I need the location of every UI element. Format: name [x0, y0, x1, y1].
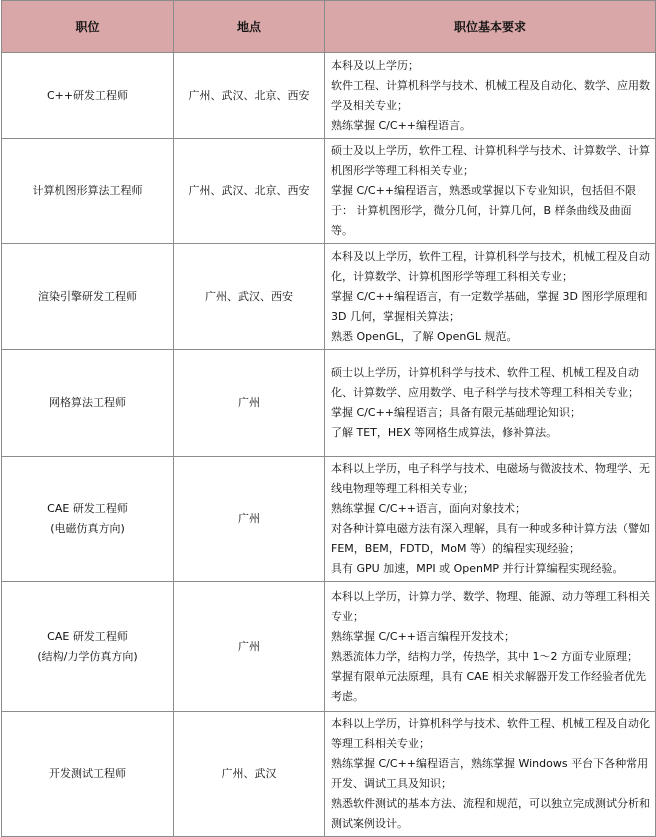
- position-cell: [2, 457, 174, 582]
- requirement-line: 本科以上学历，计算力学、数学、物理、能源、动力等理工科相关专业；: [331, 589, 650, 623]
- requirement-line: 熟悉 OpenGL，了解 OpenGL 规范。: [331, 329, 518, 343]
- header-requirements: 职位基本要求: [325, 1, 656, 53]
- requirements-cell: [325, 139, 656, 244]
- requirements-cell: [325, 712, 656, 837]
- requirement-line: 熟悉软件测试的基本方法、流程和规范，可以独立完成测试分析和测试案例设计。: [331, 797, 650, 830]
- requirement-line: 具有 GPU 加速，MPI 或 OpenMP 并行计算编程实现经验。: [331, 562, 624, 575]
- position-title: C++研发工程师: [46, 88, 129, 102]
- position-title: 渲染引擎研发工程师: [38, 289, 137, 303]
- requirements-cell: [325, 350, 656, 457]
- header-position: 职位: [2, 1, 174, 53]
- table-row: [2, 712, 656, 837]
- requirement-line: 对各种计算电磁方法有深入理解，具有一种或多种计算方法（譬如 FEM，BEM，FDTD，MoM 等）的编程实现经验；: [331, 522, 650, 555]
- position-cell: [2, 350, 174, 457]
- position-cell: [2, 139, 174, 244]
- requirement-line: 硕士以上学历，计算机科学与技术、软件工程、机械工程及自动化、计算数学、应用数学、电子科学与技术等理工科相关专业；: [331, 366, 639, 399]
- requirement-line: 熟练掌握 C/C++编程语言。: [331, 118, 471, 132]
- position-title: 网格算法工程师: [49, 396, 126, 409]
- requirements-cell: [325, 457, 656, 582]
- requirement-line: 软件工程、计算机科学与技术、机械工程及自动化、数学、应用数学及相关专业；: [331, 78, 650, 112]
- location-cell: 广州、武汉、北京、西安: [174, 139, 325, 244]
- position-title: 开发测试工程师: [49, 767, 126, 780]
- table-row: [2, 244, 656, 350]
- position-title: CAE 研发工程师: [47, 629, 128, 643]
- location-cell: 广州: [174, 582, 325, 712]
- requirement-line: 掌握 C/C++编程语言；具备有限元基础理论知识；: [331, 406, 581, 419]
- position-title: (电磁仿真方向): [50, 522, 125, 535]
- requirement-line: 本科及以上学历；: [331, 58, 419, 72]
- requirement-line: 硕士及以上学历，软件工程、计算机科学与技术、计算数学、计算机图形学等理工科相关专业；: [331, 144, 650, 177]
- header-row: [2, 1, 656, 53]
- table-row: [2, 350, 656, 457]
- position-cell: [2, 244, 174, 350]
- position-title: CAE 研发工程师: [47, 502, 128, 515]
- table-row: [2, 139, 656, 244]
- requirement-line: 本科及以上学历，软件工程，计算机科学与技术，机械工程及自动化，计算数学、计算机图形学等理工科相关专业；: [331, 249, 650, 283]
- position-title: (结构/力学仿真方向): [37, 649, 138, 663]
- position-cell: [2, 712, 174, 837]
- requirement-line: 熟悉流体力学，结构力学，传热学，其中 1～2 方面专业原理；: [331, 649, 638, 663]
- requirement-line: 掌握 C/C++编程语言，有一定数学基础，掌握 3D 图形学原理和 3D 几何，掌握相关算法；: [331, 289, 648, 323]
- requirements-cell: [325, 582, 656, 712]
- requirement-line: 本科以上学历，计算机科学与技术、软件工程、机械工程及自动化等理工科相关专业；: [331, 717, 650, 750]
- requirement-line: 熟练掌握 C/C++语言编程开发技术；: [331, 629, 515, 643]
- requirement-line: 熟练掌握 C/C++编程语言，熟练掌握 Windows 平台下各种常用开发、调试工具及知识；: [331, 757, 649, 790]
- location-cell: 广州、武汉: [174, 712, 325, 837]
- requirement-line: 熟练掌握 C/C++语言，面向对象技术；: [331, 502, 526, 515]
- location-cell: 广州、武汉、西安: [174, 244, 325, 350]
- requirement-line: 了解 TET，HEX 等网格生成算法，修补算法。: [331, 426, 558, 439]
- requirement-line: 掌握 C/C++编程语言，熟悉或掌握以下专业知识，包括但不限于： 计算机图形学，微分几何，计算几何，B 样条曲线及曲面等。: [331, 184, 636, 237]
- position-cell: [2, 582, 174, 712]
- table-row: [2, 53, 656, 139]
- location-cell: 广州、武汉、北京、西安: [174, 53, 325, 139]
- requirements-cell: [325, 53, 656, 139]
- requirements-cell: [325, 244, 656, 350]
- location-cell: 广州: [174, 350, 325, 457]
- position-title: 计算机图形算法工程师: [32, 184, 143, 197]
- requirement-line: 掌握有限单元法原理，具有 CAE 相关求解器开发工作经验者优先考虑。: [331, 669, 647, 703]
- table-row: [2, 457, 656, 582]
- requirement-line: 本科以上学历，电子科学与技术、电磁场与微波技术、物理学、无线电物理等理工科相关专业；: [331, 462, 650, 495]
- header-location: 地点: [174, 1, 325, 53]
- location-cell: 广州: [174, 457, 325, 582]
- job-requirements-table: [1, 0, 656, 837]
- position-cell: [2, 53, 174, 139]
- table-row: [2, 582, 656, 712]
